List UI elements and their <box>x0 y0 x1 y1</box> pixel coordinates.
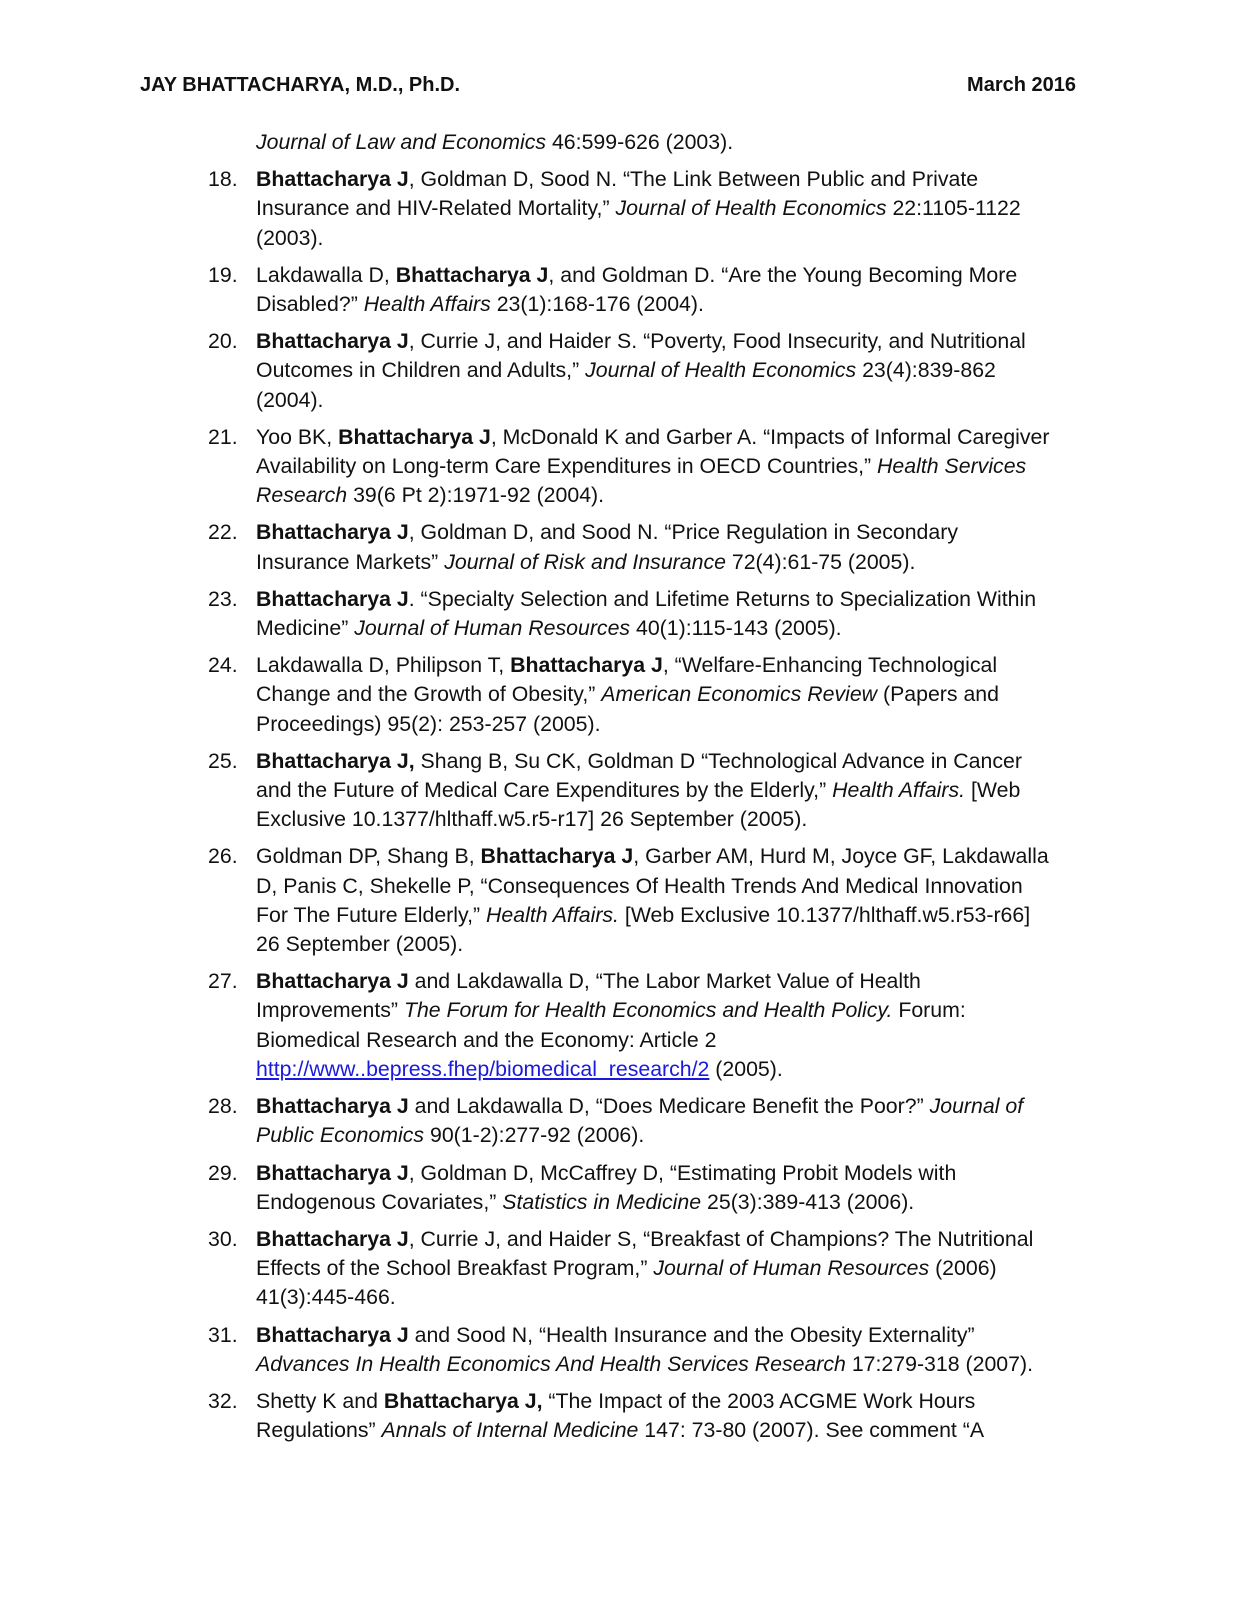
reference-text <box>256 1321 1053 1379</box>
reference-link[interactable]: http://www..bepress.fhep/biomedical_research/2 <box>256 1056 710 1081</box>
reference-number: 28. <box>208 1094 238 1119</box>
citation-text: and Lakdawalla D, “Does Medicare Benefit the Poor?” <box>408 1094 930 1119</box>
reference-number: 32. <box>208 1388 238 1413</box>
reference-number: 29. <box>208 1160 238 1185</box>
reference-number: 27. <box>208 969 238 994</box>
citation-text: Shang B, Su CK, Goldman D “Technological Advance in Cancer and the Future of Medical Care Expenditures by the Elderly,” <box>256 748 1022 803</box>
author-highlight: Bhattacharya J <box>256 1160 409 1185</box>
citation-text: (Papers and Proceedings) 95(2): 253-257 (2005). <box>256 682 999 736</box>
reference-text <box>256 585 1053 643</box>
reference-text <box>256 165 1053 253</box>
reference-number: 23. <box>208 586 238 611</box>
journal-name: Journal of Human Resources <box>354 616 631 641</box>
citation-text: 25(3):389-413 (2006). <box>701 1189 915 1214</box>
journal-name: Advances In Health Economics And Health Services Research <box>256 1351 846 1376</box>
journal-name: Journal of Health Economics <box>615 196 887 221</box>
citation-text: . “Specialty Selection and Lifetime Returns to Specialization Within Medicine” <box>256 586 1037 641</box>
journal-name: The Forum for Health Economics and Health Policy. <box>403 998 893 1023</box>
reference-item <box>208 261 1053 319</box>
citation-text: , Currie J, and Haider S, “Breakfast of Champions? The Nutritional Effects of the School Breakfast Program,” <box>256 1226 1034 1281</box>
reference-number: 20. <box>208 329 238 354</box>
journal-name: Journal of Human Resources <box>653 1256 930 1281</box>
journal-name: Statistics in Medicine <box>502 1189 702 1214</box>
reference-text <box>256 423 1053 511</box>
citation-text: , “Welfare-Enhancing Technological Change and the Growth of Obesity,” <box>256 653 998 707</box>
reference-number: 25. <box>208 748 238 773</box>
page-header <box>140 74 1076 97</box>
journal-name: Journal of Law and Economics <box>256 130 547 154</box>
reference-text <box>256 747 1053 835</box>
reference-item <box>208 842 1053 959</box>
reference-number: 30. <box>208 1226 238 1251</box>
reference-entries <box>208 165 1053 1445</box>
journal-name: Health Affairs. <box>486 902 619 927</box>
journal-name: Health Services Research <box>256 454 1027 508</box>
citation-text: , and Goldman D. “Are the Young Becoming More Disabled?” <box>256 262 1018 317</box>
author-highlight: Bhattacharya J <box>480 844 634 869</box>
reference-number: 21. <box>208 424 238 449</box>
reference-item <box>208 1321 1053 1379</box>
journal-name: Health Affairs. <box>832 778 966 803</box>
citation-text: 72(4):61-75 (2005). <box>725 549 916 574</box>
citation-text: Lakdawalla D, Philipson T, <box>256 653 511 678</box>
author-highlight: Bhattacharya J <box>256 520 409 545</box>
citation-text: 23(4):839-862 (2004). <box>256 358 996 412</box>
citation-text: Lakdawalla D, <box>256 262 396 287</box>
author-highlight: Bhattacharya J <box>256 1226 409 1251</box>
citation-text: [Web Exclusive 10.1377/hlthaff.w5.r53-r66] 26 September (2005). <box>256 902 1031 957</box>
citation-text: Yoo BK, <box>256 424 339 449</box>
citation-text: Forum: Biomedical Research and the Economy: Article 2 <box>256 998 966 1052</box>
citation-text: and Lakdawalla D, “The Labor Market Value of Health Improvements” <box>256 969 921 1023</box>
citation-tail: 46:599-626 (2003). <box>546 130 734 154</box>
citation-text: Shetty K and <box>256 1388 384 1413</box>
citation-text: (2005). <box>709 1056 783 1081</box>
author-highlight: Bhattacharya J <box>395 262 549 287</box>
continued-reference <box>208 128 1053 157</box>
reference-text <box>256 1092 1053 1150</box>
reference-text <box>256 1225 1053 1313</box>
document-date: March 2016 <box>967 74 1076 96</box>
citation-text: , Goldman D, Sood N. “The Link Between Public and Private Insurance and HIV-Related Mortality,” <box>256 167 979 221</box>
reference-item <box>208 518 1053 576</box>
reference-number: 18. <box>208 167 238 192</box>
citation-text: [Web Exclusive 10.1377/hlthaff.w5.r5-r17] 26 September (2005). <box>256 778 1021 832</box>
author-name: JAY BHATTACHARYA, M.D., Ph.D. <box>140 74 461 96</box>
author-highlight: Bhattacharya J, <box>383 1388 543 1413</box>
reference-text <box>256 1387 1053 1445</box>
citation-text: , Goldman D, and Sood N. “Price Regulation in Secondary Insurance Markets” <box>256 520 958 574</box>
reference-number: 31. <box>208 1322 238 1347</box>
citation-text: 40(1):115-143 (2005). <box>630 616 842 641</box>
citation-text: 147: 73-80 (2007). See comment “A <box>638 1418 985 1443</box>
reference-item <box>208 1159 1053 1217</box>
reference-item <box>208 1092 1053 1150</box>
journal-name: Health Affairs <box>363 292 491 317</box>
reference-item <box>208 423 1053 511</box>
journal-name: Journal of Risk and Insurance <box>444 549 726 574</box>
citation-text: 90(1-2):277-92 (2006). <box>424 1123 645 1148</box>
reference-text <box>256 1159 1053 1217</box>
citation-text: , McDonald K and Garber A. “Impacts of Informal Caregiver Availability on Long-term Care Expenditures in OECD Countries,” <box>256 424 1050 479</box>
citation-text: (2006) 41(3):445-466. <box>256 1256 997 1310</box>
citation-text: , Goldman D, McCaffrey D, “Estimating Probit Models with Endogenous Covariates,” <box>256 1160 957 1214</box>
citation-text: , Garber AM, Hurd M, Joyce GF, Lakdawalla D, Panis C, Shekelle P, “Consequences Of Health Trends And Medical Innovation For The Future Elderly,” <box>256 844 1049 927</box>
author-highlight: Bhattacharya J <box>338 424 491 449</box>
reference-list <box>208 128 1053 1453</box>
reference-item <box>208 747 1053 835</box>
reference-item <box>208 967 1053 1084</box>
journal-name: Journal of Public Economics <box>256 1094 1024 1148</box>
reference-number: 26. <box>208 844 238 869</box>
author-highlight: Bhattacharya J <box>510 653 663 678</box>
reference-text <box>256 327 1053 415</box>
reference-number: 24. <box>208 653 238 678</box>
reference-text <box>256 651 1053 739</box>
reference-text <box>256 261 1053 319</box>
citation-text: 23(1):168-176 (2004). <box>490 292 704 317</box>
author-highlight: Bhattacharya J <box>256 1094 409 1119</box>
author-highlight: Bhattacharya J <box>256 1322 409 1347</box>
citation-text: , Currie J, and Haider S. “Poverty, Food Insecurity, and Nutritional Outcomes in Children and Adults,” <box>256 329 1026 383</box>
reference-text <box>256 967 1053 1084</box>
citation-text: 39(6 Pt 2):1971-92 (2004). <box>347 483 605 508</box>
author-highlight: Bhattacharya J <box>256 329 409 354</box>
reference-item <box>208 1225 1053 1313</box>
reference-item <box>208 1387 1053 1445</box>
citation-text: 22:1105-1122 (2003). <box>256 196 1021 250</box>
reference-number: 19. <box>208 262 238 287</box>
journal-name: Journal of Health Economics <box>585 358 857 383</box>
citation-text: and Sood N, “Health Insurance and the Obesity Externality” <box>408 1322 975 1347</box>
reference-text <box>256 842 1053 959</box>
author-highlight: Bhattacharya J <box>256 167 409 192</box>
reference-item <box>208 327 1053 415</box>
citation-text: Goldman DP, Shang B, <box>256 844 481 869</box>
author-highlight: Bhattacharya J <box>256 586 409 611</box>
author-highlight: Bhattacharya J <box>256 969 409 994</box>
reference-number: 22. <box>208 520 238 545</box>
reference-item <box>208 651 1053 739</box>
reference-text <box>256 518 1053 576</box>
journal-name: Annals of Internal Medicine <box>381 1418 639 1443</box>
journal-name: American Economics Review <box>601 682 878 707</box>
reference-item <box>208 585 1053 643</box>
reference-item <box>208 165 1053 253</box>
citation-text: 17:279-318 (2007). <box>845 1351 1033 1376</box>
citation-text: “The Impact of the 2003 ACGME Work Hours Regulations” <box>256 1388 976 1443</box>
author-highlight: Bhattacharya J, <box>256 748 415 773</box>
